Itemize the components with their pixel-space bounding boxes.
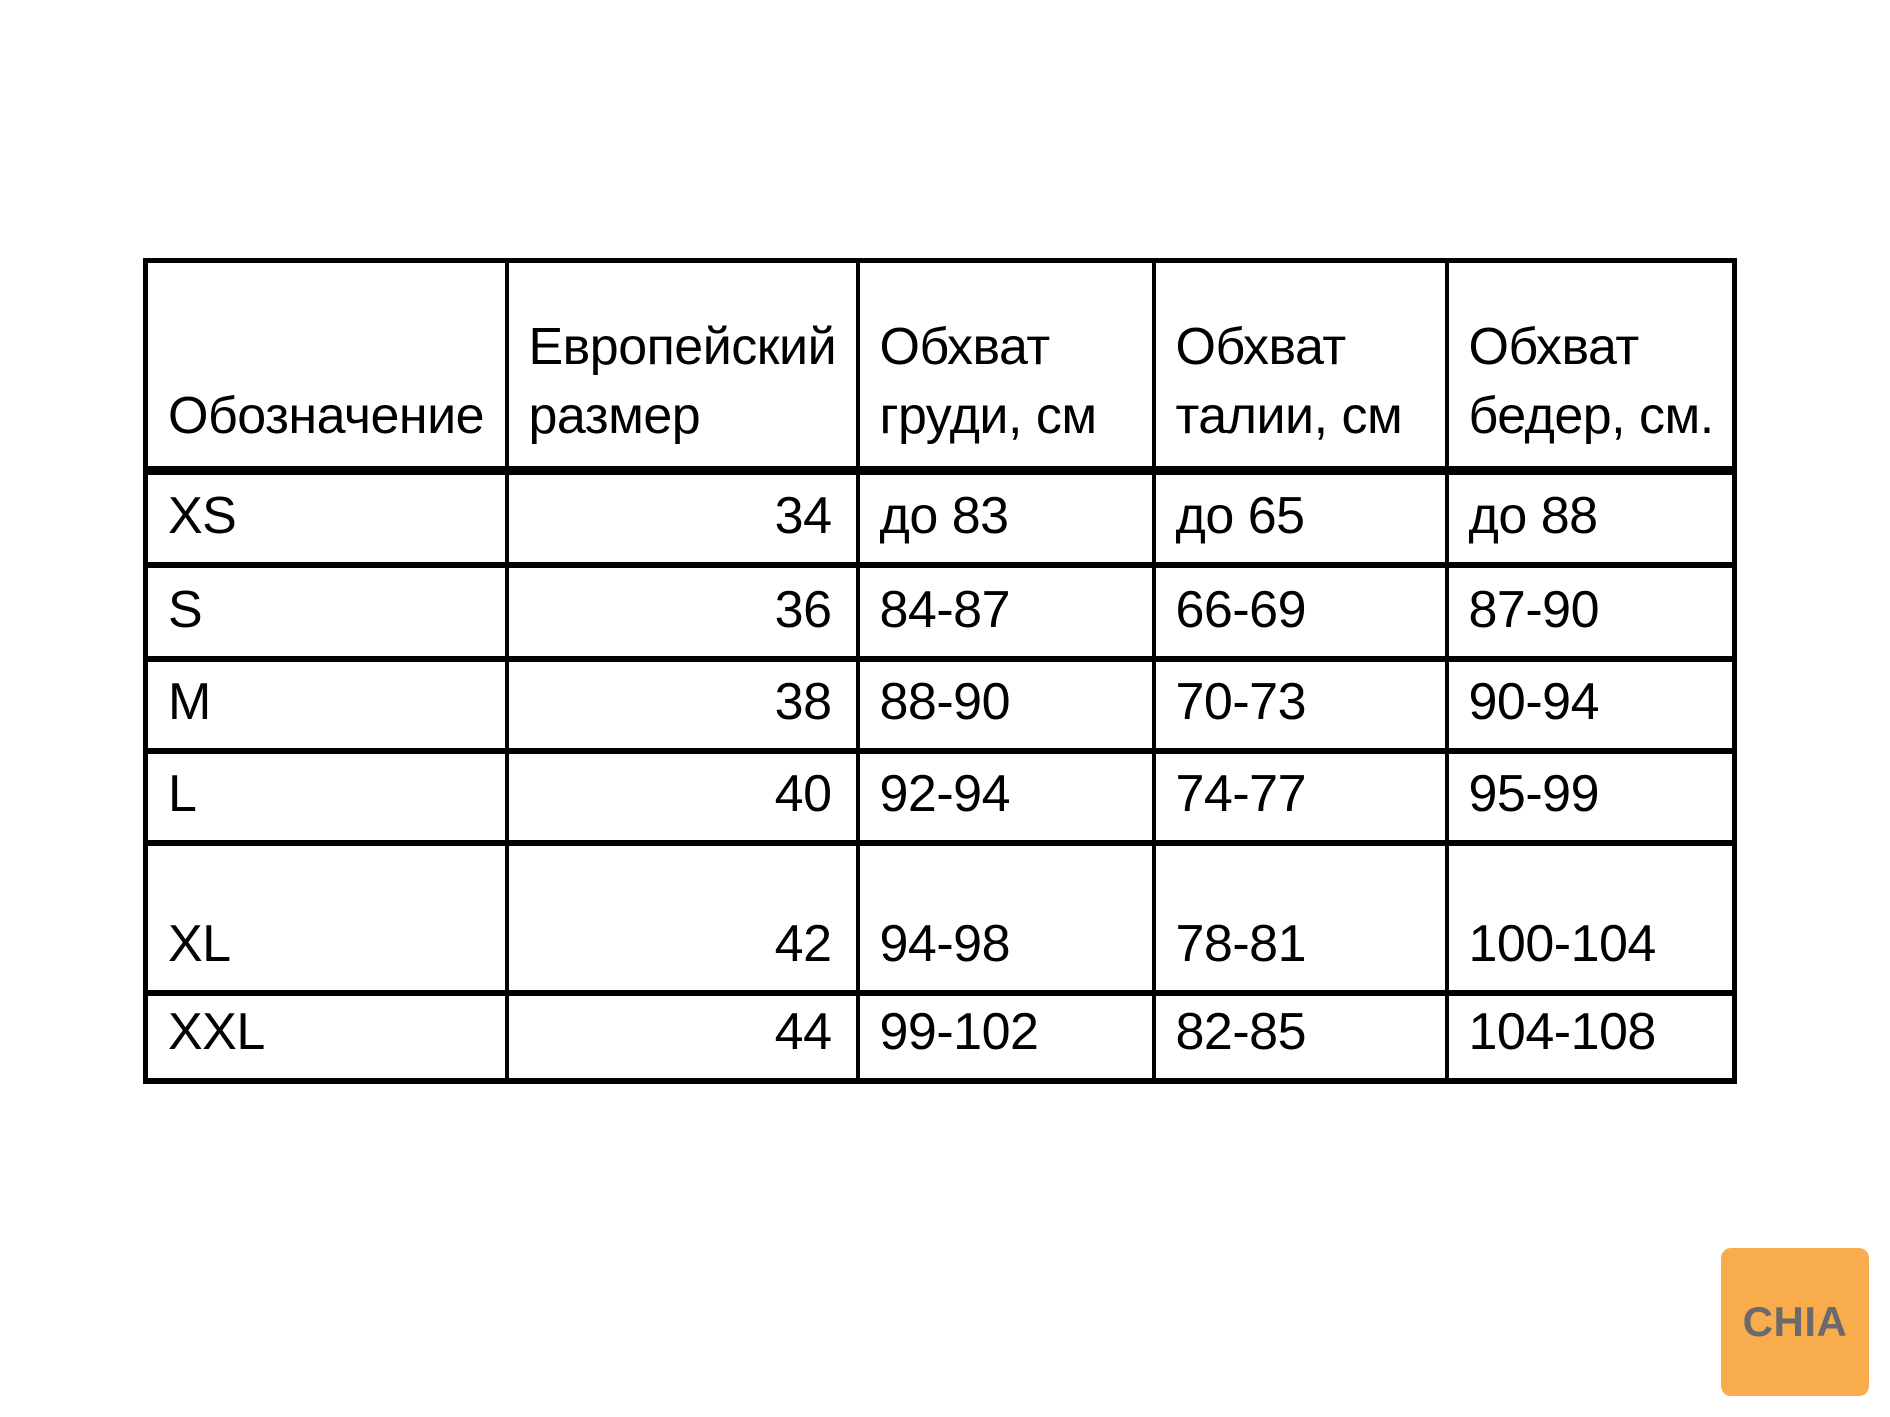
table-row-xl — [146, 843, 1735, 993]
column-header-eu-size: Европейский размер — [507, 261, 858, 471]
cell-eu-size: 40 — [507, 751, 858, 843]
chia-logo-badge — [1721, 1248, 1869, 1396]
cell-hips: 104-108 — [1447, 993, 1735, 1081]
column-header-waist: Обхват талии, см — [1154, 261, 1447, 471]
size-chart-table — [143, 258, 1737, 1084]
cell-eu-size: 36 — [507, 565, 858, 659]
cell-hips: 90-94 — [1447, 659, 1735, 751]
cell-designation: S — [146, 565, 507, 659]
cell-waist: 74-77 — [1154, 751, 1447, 843]
cell-eu-size: 42 — [507, 843, 858, 993]
cell-chest: 94-98 — [858, 843, 1154, 993]
cell-eu-size: 34 — [507, 471, 858, 565]
cell-hips: 87-90 — [1447, 565, 1735, 659]
cell-designation: XS — [146, 471, 507, 565]
cell-chest: 84-87 — [858, 565, 1154, 659]
cell-designation: XL — [146, 843, 507, 993]
header-row — [146, 261, 1735, 471]
table-row-xs — [146, 471, 1735, 565]
cell-designation: XXL — [146, 993, 507, 1081]
table-row-m — [146, 659, 1735, 751]
cell-hips: 95-99 — [1447, 751, 1735, 843]
cell-chest: 99-102 — [858, 993, 1154, 1081]
chia-logo-text: CHIA — [1742, 1298, 1848, 1345]
column-header-hips: Обхват бедер, см. — [1447, 261, 1735, 471]
cell-hips: 100-104 — [1447, 843, 1735, 993]
column-header-designation: Обозначение — [146, 261, 507, 471]
column-header-chest: Обхват груди, см — [858, 261, 1154, 471]
cell-designation: M — [146, 659, 507, 751]
cell-eu-size: 44 — [507, 993, 858, 1081]
cell-chest: 88-90 — [858, 659, 1154, 751]
cell-waist: до 65 — [1154, 471, 1447, 565]
cell-waist: 82-85 — [1154, 993, 1447, 1081]
cell-hips: до 88 — [1447, 471, 1735, 565]
cell-waist: 66-69 — [1154, 565, 1447, 659]
cell-eu-size: 38 — [507, 659, 858, 751]
cell-waist: 70-73 — [1154, 659, 1447, 751]
cell-waist: 78-81 — [1154, 843, 1447, 993]
cell-chest: 92-94 — [858, 751, 1154, 843]
table-row-xxl — [146, 993, 1735, 1081]
table-row-s — [146, 565, 1735, 659]
cell-designation: L — [146, 751, 507, 843]
table-row-l — [146, 751, 1735, 843]
cell-chest: до 83 — [858, 471, 1154, 565]
